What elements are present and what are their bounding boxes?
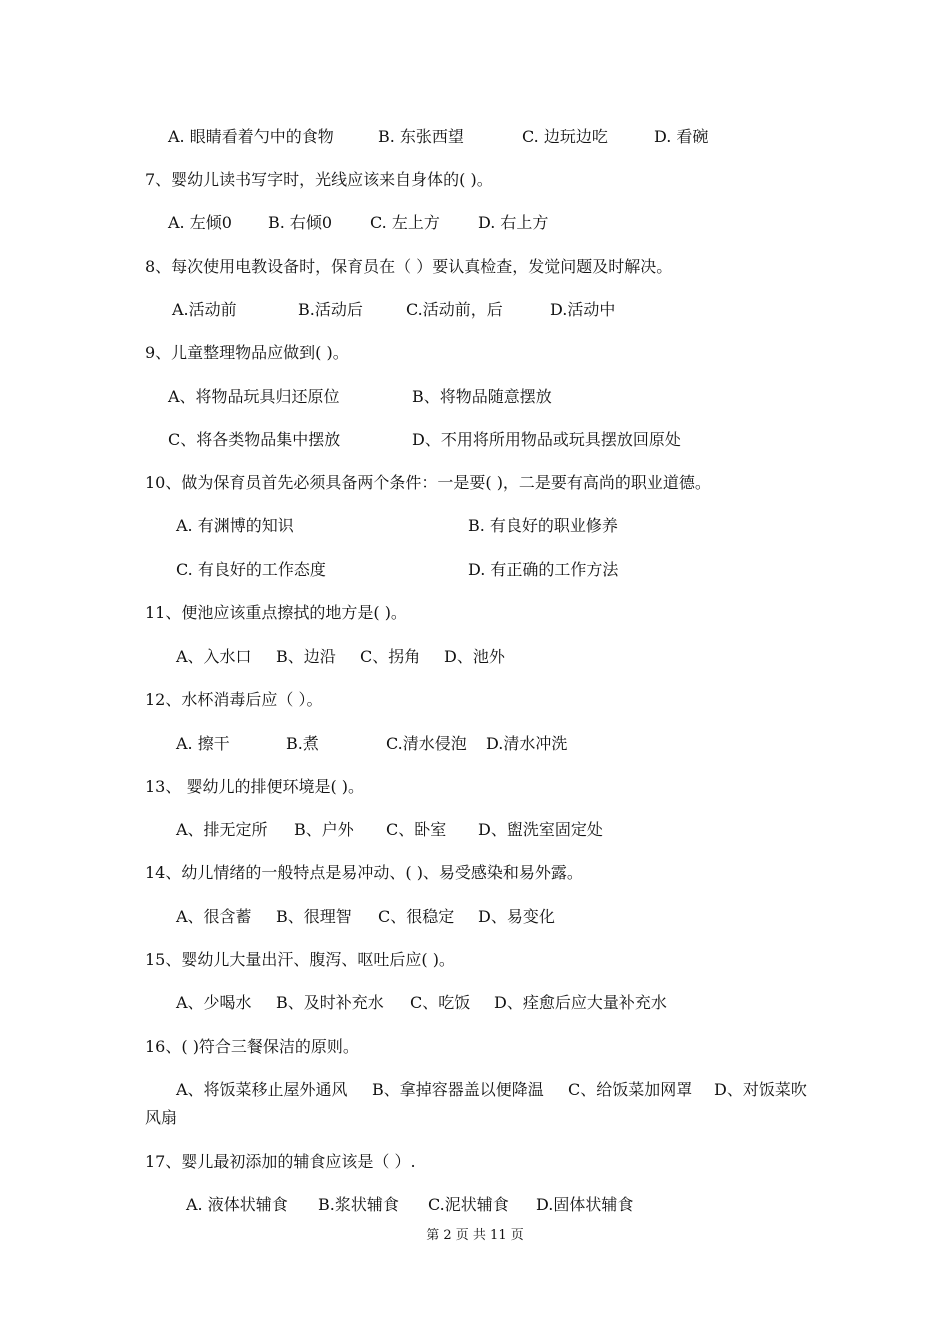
answer-option: D. 有正确的工作方法 <box>468 560 619 579</box>
options-line <box>0 430 950 450</box>
answer-option: D.清水冲洗 <box>486 734 568 753</box>
answer-option: A. 擦干 <box>176 734 230 753</box>
answer-option: B、拿掉容器盖以便降温 <box>372 1080 544 1099</box>
question-text: 15、婴幼儿大量出汗、腹泻、呕吐后应( )。 <box>145 950 455 969</box>
options-line <box>0 127 950 147</box>
answer-option: C.活动前，后 <box>406 300 503 319</box>
answer-option: A. 有渊博的知识 <box>176 516 294 535</box>
answer-option: C、给饭菜加网罩 <box>568 1080 693 1099</box>
answer-option: D. 右上方 <box>478 213 549 232</box>
answer-option: B、将物品随意摆放 <box>412 387 552 406</box>
options-line <box>0 213 950 233</box>
options-line <box>0 516 950 536</box>
answer-option: C、拐角 <box>360 647 421 666</box>
question-text: 16、( )符合三餐保洁的原则。 <box>145 1037 359 1056</box>
answer-option: A.活动前 <box>172 300 237 319</box>
continuation-text: 风扇 <box>145 1108 178 1127</box>
page-footer: 第 2 页 共 11 页 <box>426 1228 524 1243</box>
answer-option: C.清水侵泡 <box>386 734 467 753</box>
options-line <box>0 647 950 667</box>
answer-option: B、户外 <box>294 820 354 839</box>
answer-option: B.煮 <box>286 734 319 753</box>
answer-option: A、很含蓄 <box>176 907 252 926</box>
answer-option: C. 左上方 <box>370 213 440 232</box>
answer-option: D、易变化 <box>478 907 555 926</box>
answer-option: A. 左倾0 <box>168 213 232 232</box>
question-text: 10、做为保育员首先必须具备两个条件：一是要( )，二是要有高尚的职业道德。 <box>145 473 711 492</box>
answer-option: D. 看碗 <box>654 127 709 146</box>
answer-option: C、将各类物品集中摆放 <box>168 430 341 449</box>
answer-option: A. 液体状辅食 <box>186 1195 288 1214</box>
answer-option: A、将物品玩具归还原位 <box>168 387 340 406</box>
answer-option: B、很理智 <box>276 907 352 926</box>
answer-option: C、卧室 <box>386 820 447 839</box>
answer-option: D、对饭菜吹 <box>714 1080 807 1099</box>
answer-option: B、边沿 <box>276 647 336 666</box>
question-text: 11、便池应该重点擦拭的地方是( )。 <box>145 603 407 622</box>
question-text: 9、儿童整理物品应做到( )。 <box>145 343 349 362</box>
answer-option: D.固体状辅食 <box>536 1195 634 1214</box>
answer-option: C、吃饭 <box>410 993 471 1012</box>
answer-option: A、少喝水 <box>176 993 252 1012</box>
question-text: 17、婴儿最初添加的辅食应该是（ ）. <box>145 1152 416 1171</box>
answer-option: C. 边玩边吃 <box>522 127 608 146</box>
options-line <box>0 300 950 320</box>
answer-option: B、及时补充水 <box>276 993 384 1012</box>
question-text: 13、 婴幼儿的排便环境是( )。 <box>145 777 365 796</box>
answer-option: C. 有良好的工作态度 <box>176 560 326 579</box>
answer-option: B.活动后 <box>298 300 363 319</box>
options-line <box>0 1080 950 1100</box>
answer-option: D.活动中 <box>550 300 616 319</box>
options-line <box>0 387 950 407</box>
answer-option: A、将饭菜移止屋外通风 <box>176 1080 348 1099</box>
answer-option: B. 有良好的职业修养 <box>468 516 618 535</box>
question-text: 12、水杯消毒后应（ ）。 <box>145 690 323 709</box>
answer-option: B. 右倾0 <box>268 213 333 232</box>
options-line <box>0 734 950 754</box>
answer-option: B. 东张西望 <box>378 127 464 146</box>
answer-option: A、入水口 <box>176 647 252 666</box>
question-text: 8、每次使用电教设备时，保育员在（ ）要认真检查，发觉问题及时解决。 <box>145 257 673 276</box>
options-line <box>0 560 950 580</box>
answer-option: C、很稳定 <box>378 907 455 926</box>
options-line <box>0 993 950 1013</box>
question-text: 14、幼儿情绪的一般特点是易冲动、( )、易受感染和易外露。 <box>145 863 583 882</box>
answer-option: B.浆状辅食 <box>318 1195 399 1214</box>
options-line <box>0 907 950 927</box>
answer-option: D、池外 <box>444 647 505 666</box>
answer-option: A. 眼睛看着勺中的食物 <box>168 127 334 146</box>
answer-option: D、痊愈后应大量补充水 <box>494 993 667 1012</box>
options-line <box>0 820 950 840</box>
answer-option: D、盥洗室固定处 <box>478 820 603 839</box>
answer-option: D、不用将所用物品或玩具摆放回原处 <box>412 430 681 449</box>
answer-option: A、排无定所 <box>176 820 268 839</box>
answer-option: C.泥状辅食 <box>428 1195 509 1214</box>
question-text: 7、婴幼儿读书写字时，光线应该来自身体的( )。 <box>145 170 493 189</box>
options-line <box>0 1195 950 1215</box>
